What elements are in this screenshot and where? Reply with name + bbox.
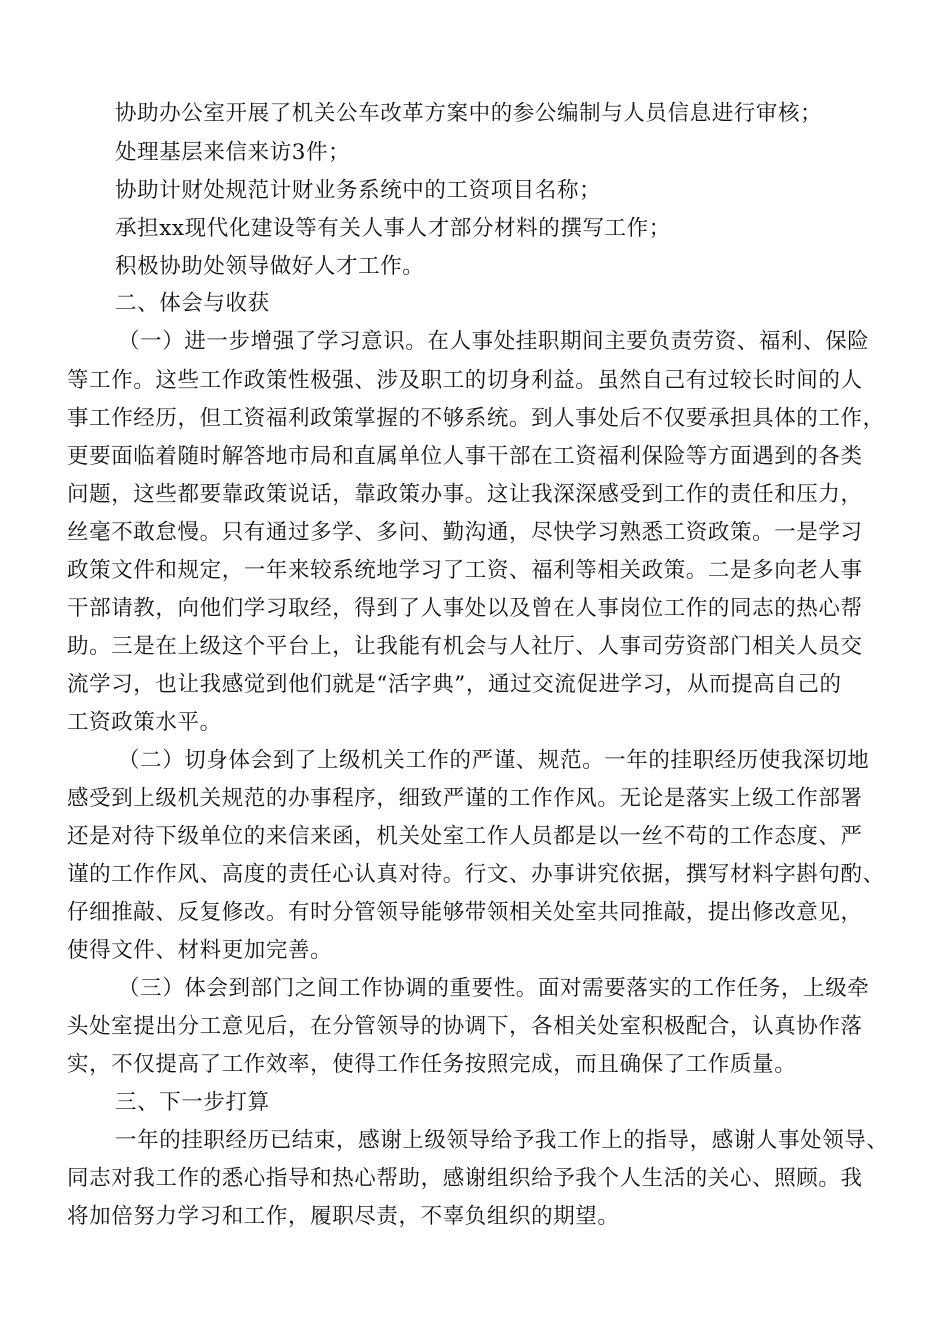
section-heading: 三、下一步打算 <box>115 1090 270 1115</box>
text-line: 使得文件、材料更加完善。 <box>67 938 333 963</box>
text-line: 协助计财处规范计财业务系统中的工资项目名称； <box>115 178 602 203</box>
text-line: 同志对我工作的悉心指导和热心帮助，感谢组织给予我个人生活的关心、照顾。我 <box>67 1166 863 1191</box>
text-line: 承担xx现代化建设等有关人事人才部分材料的撰写工作； <box>115 216 671 241</box>
text-line: 干部请教，向他们学习取经，得到了人事处以及曾在人事岗位工作的同志的热心帮 <box>67 596 863 621</box>
text-line: 仔细推敲、反复修改。有时分管领导能够带领相关处室共同推敲，提出修改意见， <box>67 900 863 925</box>
text-line: 等工作。这些工作政策性极强、涉及职工的切身利益。虽然自己有过较长时间的人 <box>67 368 863 393</box>
text-line: 更要面临着随时解答地市局和直属单位人事干部在工资福利保险等方面遇到的各类 <box>67 444 863 469</box>
text-line: 感受到上级机关规范的办事程序，细致严谨的工作作风。无论是落实上级工作部署 <box>67 786 863 811</box>
text-line: 头处室提出分工意见后，在分管领导的协调下，各相关处室积极配合，认真协作落 <box>67 1014 863 1039</box>
text-line: 工资政策水平。 <box>67 710 222 735</box>
text-line: 问题，这些都要靠政策说话，靠政策办事。这让我深深感受到工作的责任和压力， <box>67 482 863 507</box>
text-line: 将加倍努力学习和工作，履职尽责，不辜负组织的期望。 <box>67 1204 620 1229</box>
text-line: 谨的工作作风、高度的责任心认真对待。行文、办事讲究依据，撰写材料字斟句酌、 <box>67 862 885 887</box>
text-line: 处理基层来信来访3件； <box>115 140 351 165</box>
text-line: 一年的挂职经历已结束，感谢上级领导给予我工作上的指导，感谢人事处领导、 <box>115 1128 889 1153</box>
section-heading: 二、体会与收获 <box>115 291 270 316</box>
text-line: （二）切身体会到了上级机关工作的严谨、规范。一年的挂职经历使我深切地 <box>118 748 870 773</box>
text-line: 还是对待下级单位的来信来函，机关处室工作人员都是以一丝不苟的工作态度、严 <box>67 824 863 849</box>
text-line: 实，不仅提高了工作效率，使得工作任务按照完成，而且确保了工作质量。 <box>67 1052 797 1077</box>
text-line: 协助办公室开展了机关公车改革方案中的参公编制与人员信息进行审核； <box>115 101 823 126</box>
text-line: （一）进一步增强了学习意识。在人事处挂职期间主要负责劳资、福利、保险 <box>118 329 870 354</box>
text-line: 政策文件和规定，一年来较系统地学习了工资、福利等相关政策。二是多向老人事 <box>67 558 863 583</box>
text-line: （三）体会到部门之间工作协调的重要性。面对需要落实的工作任务，上级牵 <box>118 976 870 1001</box>
text-line: 助。三是在上级这个平台上，让我能有机会与人社厅、人事司劳资部门相关人员交 <box>67 634 863 659</box>
text-line: 积极协助处领导做好人才工作。 <box>115 254 425 279</box>
text-line: 事工作经历，但工资福利政策掌握的不够系统。到人事处后不仅要承担具体的工作， <box>67 406 885 431</box>
text-line: 流学习，也让我感觉到他们就是“活字典”，通过交流促进学习，从而提高自己的 <box>67 672 842 697</box>
text-line: 丝毫不敢怠慢。只有通过多学、多问、勤沟通，尽快学习熟悉工资政策。一是学习 <box>67 520 863 545</box>
